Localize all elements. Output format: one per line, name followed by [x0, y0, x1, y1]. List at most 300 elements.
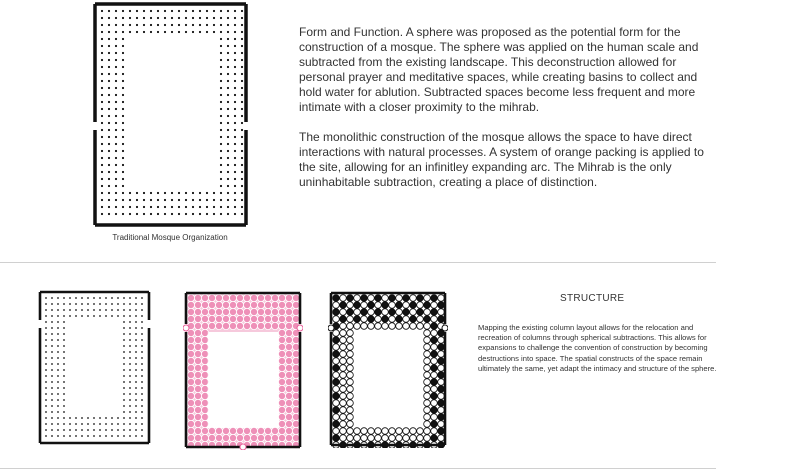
column-dot: [234, 199, 236, 201]
packing-circle: [340, 302, 347, 309]
packing-circle: [340, 330, 347, 337]
column-dot: [108, 45, 110, 47]
subtraction-circle: [257, 427, 264, 434]
subtraction-circle: [215, 301, 222, 308]
column-dot: [135, 357, 137, 359]
packing-circle: [424, 386, 431, 393]
subtraction-circle: [194, 329, 201, 336]
column-dot: [123, 375, 125, 377]
subtraction-circle: [194, 308, 201, 315]
column-dot: [51, 393, 53, 395]
column-dot: [141, 339, 143, 341]
column-dot: [87, 297, 89, 299]
column-dot: [234, 10, 236, 12]
column-dot: [135, 333, 137, 335]
subtraction-circle: [201, 350, 208, 357]
column-dot: [115, 185, 117, 187]
packing-circle: [354, 309, 361, 316]
packing-circle: [375, 309, 382, 316]
column-dot: [122, 17, 124, 19]
column-dot: [115, 122, 117, 124]
column-dot: [45, 327, 47, 329]
column-dot: [122, 115, 124, 117]
column-dot: [178, 31, 180, 33]
column-dot: [178, 206, 180, 208]
packing-circle: [438, 295, 445, 302]
subtraction-circle: [264, 427, 271, 434]
subtraction-circle: [201, 336, 208, 343]
column-dot: [220, 108, 222, 110]
column-dot: [45, 303, 47, 305]
column-dot: [57, 345, 59, 347]
subtraction-circle: [292, 434, 299, 441]
column-dot: [115, 101, 117, 103]
column-dot: [101, 185, 103, 187]
column-dot: [129, 17, 131, 19]
column-dot: [241, 66, 243, 68]
column-dot: [87, 303, 89, 305]
column-dot: [115, 115, 117, 117]
column-dot: [108, 87, 110, 89]
packing-circle: [347, 386, 354, 393]
packing-circle: [347, 414, 354, 421]
column-dot: [141, 351, 143, 353]
packing-circle: [347, 421, 354, 428]
column-dot: [108, 206, 110, 208]
column-dot: [206, 17, 208, 19]
packing-circle: [340, 393, 347, 400]
subtraction-circle: [292, 301, 299, 308]
packing-circle: [431, 337, 438, 344]
column-dot: [129, 10, 131, 12]
subtraction-circle: [285, 357, 292, 364]
column-dot: [123, 387, 125, 389]
column-dot: [101, 10, 103, 12]
packing-circle: [438, 372, 445, 379]
subtraction-circle: [243, 294, 250, 301]
column-dot: [227, 24, 229, 26]
column-dot: [51, 297, 53, 299]
column-dot: [122, 192, 124, 194]
column-dot: [234, 164, 236, 166]
column-dot: [51, 357, 53, 359]
packing-circle: [431, 407, 438, 414]
column-dot: [241, 192, 243, 194]
column-dot: [51, 405, 53, 407]
column-dot: [192, 206, 194, 208]
packing-circle: [340, 344, 347, 351]
column-dot: [57, 423, 59, 425]
column-dot: [99, 435, 101, 437]
column-dot: [199, 192, 201, 194]
column-dot: [129, 315, 131, 317]
column-dot: [117, 423, 119, 425]
packing-circle: [410, 295, 417, 302]
subtraction-circle: [278, 343, 285, 350]
column-dot: [122, 129, 124, 131]
subtraction-circle: [187, 392, 194, 399]
column-dot: [220, 185, 222, 187]
mihrab-marker: [240, 444, 246, 450]
traditional-mosque-plan: [93, 2, 249, 228]
column-dot: [135, 399, 137, 401]
packing-circle: [347, 323, 354, 330]
column-dot: [234, 80, 236, 82]
column-dot: [45, 309, 47, 311]
column-dot: [136, 213, 138, 215]
column-dot: [143, 206, 145, 208]
column-dot: [192, 10, 194, 12]
packing-circle: [403, 295, 410, 302]
packing-circle: [340, 400, 347, 407]
column-dot: [45, 435, 47, 437]
column-dot: [141, 411, 143, 413]
packing-circle: [354, 316, 361, 323]
column-dot: [227, 66, 229, 68]
column-dot: [141, 435, 143, 437]
packing-circle: [347, 351, 354, 358]
packing-circle: [424, 393, 431, 400]
column-dot: [227, 122, 229, 124]
packing-circle: [417, 435, 424, 442]
column-dot: [122, 164, 124, 166]
subtraction-circle: [292, 406, 299, 413]
subtraction-circle: [278, 308, 285, 315]
column-dot: [220, 45, 222, 47]
subtraction-circle: [292, 378, 299, 385]
subtraction-circle: [236, 434, 243, 441]
packing-circle: [424, 421, 431, 428]
subtraction-circle: [222, 294, 229, 301]
packing-circle: [340, 435, 347, 442]
packing-circle: [347, 302, 354, 309]
column-dot: [93, 315, 95, 317]
column-dot: [57, 327, 59, 329]
subtraction-circle: [243, 322, 250, 329]
packing-circle: [389, 309, 396, 316]
column-dot: [122, 157, 124, 159]
column-dot: [123, 321, 125, 323]
column-dot: [57, 381, 59, 383]
column-dot: [57, 435, 59, 437]
column-dot: [51, 369, 53, 371]
column-dot: [75, 417, 77, 419]
subtraction-circle: [187, 406, 194, 413]
column-dot: [241, 52, 243, 54]
column-dot: [122, 80, 124, 82]
subtraction-circle: [285, 378, 292, 385]
column-dot: [115, 45, 117, 47]
column-dot: [63, 369, 65, 371]
packing-circle: [403, 428, 410, 435]
column-dot: [129, 387, 131, 389]
column-dot: [199, 213, 201, 215]
subtraction-circle: [250, 301, 257, 308]
column-dot: [63, 309, 65, 311]
column-dot: [63, 375, 65, 377]
column-dot: [227, 87, 229, 89]
column-dot: [57, 315, 59, 317]
column-dot: [141, 369, 143, 371]
subtraction-circle: [194, 357, 201, 364]
column-dot: [227, 45, 229, 47]
subtraction-circle: [278, 329, 285, 336]
column-dot: [99, 297, 101, 299]
subtraction-circle: [194, 364, 201, 371]
subtraction-circle: [285, 322, 292, 329]
column-dot: [69, 297, 71, 299]
column-dot: [141, 387, 143, 389]
column-dot: [108, 164, 110, 166]
subtraction-circle: [215, 434, 222, 441]
packing-circle: [347, 295, 354, 302]
subtraction-circle: [278, 378, 285, 385]
column-dot: [227, 108, 229, 110]
column-dot: [69, 417, 71, 419]
subtraction-circle: [257, 308, 264, 315]
subtraction-circle: [194, 434, 201, 441]
column-dot: [122, 38, 124, 40]
column-dot: [81, 297, 83, 299]
column-dot: [45, 369, 47, 371]
column-dot: [135, 363, 137, 365]
column-dot: [199, 10, 201, 12]
column-dot: [115, 94, 117, 96]
subtraction-circle: [243, 427, 250, 434]
column-dot: [206, 24, 208, 26]
column-dot: [57, 363, 59, 365]
column-dot: [141, 357, 143, 359]
column-dot: [93, 429, 95, 431]
column-dot: [141, 363, 143, 365]
subtraction-circle: [292, 427, 299, 434]
paragraph-monolithic: The monolithic construction of the mosque allows the space to have direct interactions with natural processes. A system of orange packing is applied to the site, allowing for an infinitley expanding arc. The Mihrab is the only uninhabitable subtraction, creating a place of distinction.: [299, 130, 704, 189]
column-dot: [108, 129, 110, 131]
column-dot: [241, 150, 243, 152]
column-dot: [115, 171, 117, 173]
column-dot: [227, 206, 229, 208]
column-dot: [143, 192, 145, 194]
packing-circle: [382, 428, 389, 435]
packing-circle: [396, 316, 403, 323]
column-dot: [192, 31, 194, 33]
packing-circle: [431, 344, 438, 351]
column-dot: [141, 381, 143, 383]
column-dot: [157, 199, 159, 201]
column-dot: [150, 24, 152, 26]
column-dot: [57, 303, 59, 305]
column-dot: [241, 171, 243, 173]
subtraction-circle: [187, 315, 194, 322]
subtraction-circle: [278, 322, 285, 329]
packing-circle: [417, 309, 424, 316]
column-dot: [241, 178, 243, 180]
subtraction-circle: [194, 350, 201, 357]
column-dot: [227, 143, 229, 145]
column-dot: [69, 315, 71, 317]
subtraction-circle: [215, 427, 222, 434]
column-dot: [227, 150, 229, 152]
subtraction-circle: [285, 343, 292, 350]
column-dot: [150, 17, 152, 19]
column-dot: [93, 309, 95, 311]
description-text: [299, 25, 719, 205]
column-dot: [63, 435, 65, 437]
column-dot: [141, 375, 143, 377]
subtraction-circle: [264, 315, 271, 322]
column-dot: [81, 303, 83, 305]
column-dot: [111, 417, 113, 419]
column-dot: [157, 24, 159, 26]
packing-circle: [333, 330, 340, 337]
column-dot: [108, 143, 110, 145]
subtraction-circle: [285, 294, 292, 301]
packing-circle: [431, 358, 438, 365]
column-dot: [150, 206, 152, 208]
column-dot: [45, 351, 47, 353]
column-dot: [81, 417, 83, 419]
subtraction-circle: [201, 329, 208, 336]
column-dot: [57, 429, 59, 431]
column-dot: [101, 80, 103, 82]
packing-circle: [361, 323, 368, 330]
packing-circle: [382, 309, 389, 316]
packing-circle: [340, 365, 347, 372]
column-dot: [51, 411, 53, 413]
column-dot: [143, 10, 145, 12]
column-dot: [141, 405, 143, 407]
packing-circle: [431, 351, 438, 358]
column-dot: [129, 411, 131, 413]
column-dot: [108, 10, 110, 12]
packing-circle: [347, 358, 354, 365]
packing-circle: [410, 302, 417, 309]
subtraction-circle: [278, 301, 285, 308]
column-dot: [122, 108, 124, 110]
column-dot: [115, 108, 117, 110]
column-dot: [164, 10, 166, 12]
column-dot: [234, 94, 236, 96]
packing-circle: [340, 351, 347, 358]
subtraction-circle: [292, 308, 299, 315]
column-dot: [220, 80, 222, 82]
column-dot: [171, 199, 173, 201]
column-dot: [101, 94, 103, 96]
column-dot: [141, 345, 143, 347]
column-dot: [122, 101, 124, 103]
column-dot: [220, 66, 222, 68]
orange-packing-diagram: [328, 290, 448, 448]
column-dot: [87, 309, 89, 311]
column-dot: [123, 357, 125, 359]
packing-circle: [431, 323, 438, 330]
column-dot: [135, 423, 137, 425]
column-dot: [199, 24, 201, 26]
subtraction-circle: [236, 315, 243, 322]
column-dot: [101, 108, 103, 110]
column-dot: [185, 31, 187, 33]
column-dot: [129, 405, 131, 407]
column-dot: [51, 417, 53, 419]
column-dot: [108, 66, 110, 68]
column-dot: [157, 192, 159, 194]
subtraction-circle: [236, 301, 243, 308]
subtraction-circle: [285, 392, 292, 399]
column-dot: [123, 363, 125, 365]
column-dot: [227, 164, 229, 166]
subtraction-circle: [229, 427, 236, 434]
column-dot: [129, 399, 131, 401]
subtraction-circle: [257, 434, 264, 441]
subtraction-circle: [201, 406, 208, 413]
subtraction-circle: [278, 357, 285, 364]
packing-circle: [424, 302, 431, 309]
packing-circle: [333, 351, 340, 358]
subtraction-circle: [292, 385, 299, 392]
column-dot: [45, 321, 47, 323]
column-dot: [105, 435, 107, 437]
column-dot: [141, 399, 143, 401]
column-dot: [220, 94, 222, 96]
packing-circle: [424, 414, 431, 421]
column-dot: [45, 297, 47, 299]
column-dot: [101, 17, 103, 19]
subtraction-circle: [292, 364, 299, 371]
subtraction-circle: [187, 364, 194, 371]
column-dot: [135, 315, 137, 317]
packing-circle: [340, 309, 347, 316]
packing-circle: [333, 407, 340, 414]
divider: [0, 262, 716, 263]
column-dot: [123, 423, 125, 425]
column-dot: [129, 381, 131, 383]
opening-marker: [297, 325, 303, 331]
column-dot: [213, 206, 215, 208]
column-dot: [129, 363, 131, 365]
column-dot: [157, 213, 159, 215]
column-dot: [241, 101, 243, 103]
column-dot: [101, 199, 103, 201]
column-dot: [101, 38, 103, 40]
column-dot: [57, 321, 59, 323]
column-dot: [57, 405, 59, 407]
subtraction-circle: [194, 420, 201, 427]
column-dot: [129, 213, 131, 215]
column-dot: [241, 108, 243, 110]
packing-circle: [361, 316, 368, 323]
packing-circle: [424, 351, 431, 358]
subtraction-circle: [208, 322, 215, 329]
column-dot: [141, 303, 143, 305]
column-dot: [57, 375, 59, 377]
packing-circle: [340, 337, 347, 344]
column-dot: [143, 17, 145, 19]
packing-circle: [417, 323, 424, 330]
subtraction-circle: [215, 315, 222, 322]
column-dot: [241, 136, 243, 138]
packing-circle: [354, 435, 361, 442]
column-dot: [122, 206, 124, 208]
column-dot: [115, 164, 117, 166]
subtraction-circle: [292, 357, 299, 364]
packing-circle: [361, 435, 368, 442]
column-dot: [220, 129, 222, 131]
packing-circle: [424, 316, 431, 323]
packing-circle: [333, 302, 340, 309]
subtraction-circle: [187, 413, 194, 420]
column-dot: [51, 351, 53, 353]
column-dot: [57, 387, 59, 389]
